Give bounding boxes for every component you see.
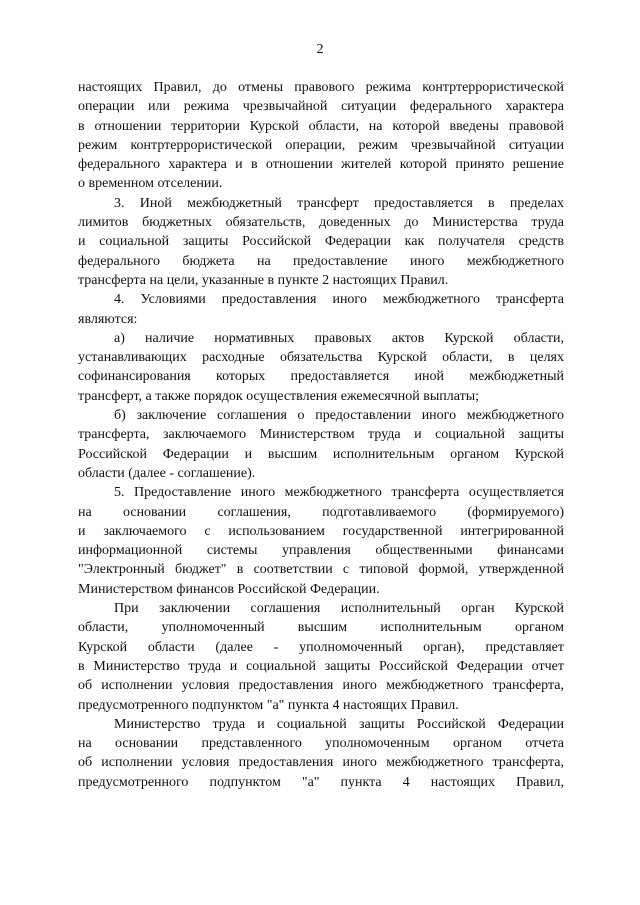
text-line: предусмотренного подпунктом "а" пункта 4 настоящих Правил. — [78, 697, 459, 713]
text-line: лимитов бюджетных обязательств, доведенных до Министерства труда — [78, 215, 564, 231]
text-line: в отношении территории Курской области, на которой введены правовой — [78, 118, 564, 134]
text-line: федерального бюджета на предоставление иного межбюджетного — [78, 253, 564, 269]
text-line: настоящих Правил, до отмены правового режима контртеррористической — [78, 80, 564, 95]
text-line: 4. Условиями предоставления иного межбюджетного трансферта — [114, 292, 564, 308]
page-number: 2 — [316, 42, 324, 57]
text-line: режим контртеррористической операции, режим чрезвычайной ситуации — [78, 137, 564, 153]
text-line: Министерством финансов Российской Федерации. — [78, 581, 380, 597]
text-line: б) заключение соглашения о предоставлении иного межбюджетного — [114, 408, 564, 424]
text-line: федерального характера и в отношении жителей которой принято решение — [78, 157, 564, 173]
text-line: Курской области (далее - уполномоченный орган), представляет — [78, 639, 564, 655]
text-line: об исполнении условия предоставления иного межбюджетного трансферта, — [78, 678, 564, 694]
text-line: области, уполномоченный высшим исполнительным органом — [78, 620, 564, 636]
text-line: предусмотренного подпунктом "а" пункта 4 настоящих Правил, — [78, 774, 564, 790]
text-line: 5. Предоставление иного межбюджетного трансферта осуществляется — [114, 485, 564, 501]
text-line: устанавливающих расходные обязательства Курской области, в целях — [78, 350, 564, 366]
text-line: Российской Федерации и высшим исполнительным органом Курской — [78, 446, 564, 462]
text-line: Министерство труда и социальной защиты Российской Федерации — [114, 716, 564, 732]
text-line: о временном отселении. — [78, 176, 223, 192]
text-line: При заключении соглашения исполнительный орган Курской — [114, 601, 564, 617]
text-line: об исполнении условия предоставления иного межбюджетного трансферта, — [78, 755, 564, 771]
text-line: софинансирования которых предоставляется иной межбюджетный — [78, 369, 564, 385]
text-line: информационной системы управления общественными финансами — [78, 543, 564, 559]
text-line: и социальной защиты Российской Федерации как получателя средств — [78, 234, 564, 250]
text-line: трансферта на цели, указанные в пункте 2 настоящих Правил. — [78, 272, 449, 288]
text-line: на основании представленного уполномоченным органом отчета — [78, 736, 564, 752]
text-line: трансферта, заключаемого Министерством труда и социальной защиты — [78, 427, 564, 443]
text-line: в Министерство труда и социальной защиты Российской Федерации отчет — [78, 658, 564, 674]
text-line: 3. Иной межбюджетный трансферт предоставляется в пределах — [114, 195, 564, 211]
text-line: а) наличие нормативных правовых актов Курской области, — [114, 330, 564, 346]
text-line: операции или режима чрезвычайной ситуации федерального характера — [78, 99, 564, 115]
text-line: и заключаемого с использованием государственной интегрированной — [78, 523, 564, 539]
text-line: на основании соглашения, подготавливаемого (формируемого) — [78, 504, 564, 520]
text-line: являются: — [78, 311, 138, 327]
text-line: области (далее - соглашение). — [78, 465, 256, 481]
text-line: трансферт, а также порядок осуществления ежемесячной выплаты; — [78, 388, 480, 404]
document-body — [78, 78, 564, 792]
text-line: "Электронный бюджет" в соответствии с типовой формой, утвержденной — [78, 562, 564, 578]
